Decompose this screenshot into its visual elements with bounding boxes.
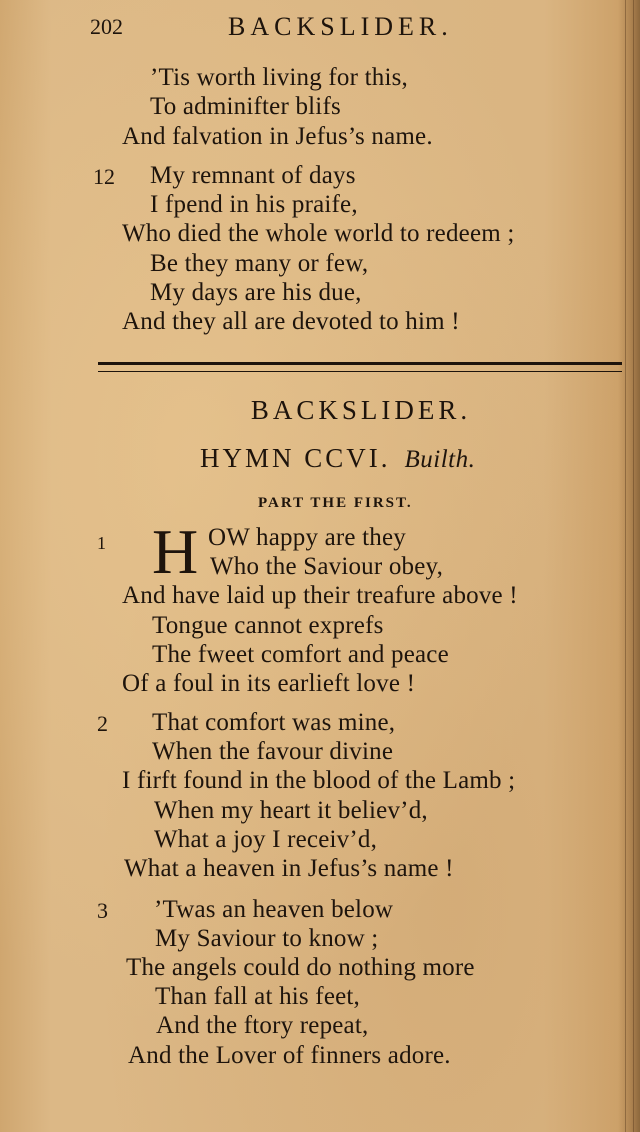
- verse-line: And have laid up their treafure above !: [122, 582, 518, 609]
- verse-line: I firft found in the blood of the Lamb ;: [122, 767, 516, 794]
- verse-line: Who the Saviour obey,: [210, 553, 444, 580]
- page-edge-shadow: [618, 0, 640, 1132]
- verse-line: ’Twas an heaven below: [154, 896, 394, 923]
- verse-line: The angels could do nothing more: [126, 954, 475, 981]
- verse-line: My remnant of days: [150, 162, 356, 189]
- verse-line: When my heart it believ’d,: [154, 797, 428, 824]
- verse-line: And falvation in Jefus’s name.: [122, 123, 433, 150]
- hymn-meter: Builth.: [404, 446, 476, 473]
- verse-line: And the ftory repeat,: [156, 1012, 369, 1039]
- verse-line: What a heaven in Jefus’s name !: [124, 855, 454, 882]
- verse-line: My Saviour to know ;: [155, 925, 379, 952]
- verse-line: Be they many or few,: [150, 250, 369, 277]
- stanza-number: 2: [97, 711, 108, 736]
- verse-line: Who died the whole world to redeem ;: [122, 220, 515, 247]
- verse-line: ’Tis worth living for this,: [150, 64, 408, 91]
- page-number: 202: [90, 14, 123, 39]
- verse-line: When the favour divine: [152, 738, 394, 765]
- verse-line: My days are his due,: [150, 279, 362, 306]
- page-edge-line: [625, 0, 626, 1132]
- verse-line: Tongue cannot exprefs: [152, 612, 384, 639]
- hymn-heading: [200, 440, 475, 478]
- verse-line: The fweet comfort and peace: [152, 641, 449, 668]
- verse-line: I fpend in his praife,: [150, 191, 358, 218]
- stanza-number: 12: [93, 164, 115, 189]
- part-heading: PART THE FIRST.: [258, 495, 413, 511]
- verse-line: And the Lover of finners adore.: [128, 1042, 451, 1069]
- verse-line: OW happy are they: [208, 524, 407, 551]
- verse-line: That comfort was mine,: [152, 709, 396, 736]
- verse-line: To adminifter blifs: [150, 93, 341, 120]
- section-rule-thin: [98, 371, 622, 372]
- drop-cap: H: [152, 516, 199, 587]
- stanza-number: 1: [97, 533, 106, 553]
- verse-line: And they all are devoted to him !: [122, 308, 460, 335]
- running-head: [0, 10, 640, 44]
- running-title: BACKSLIDER.: [228, 12, 453, 41]
- verse-line: What a joy I receiv’d,: [154, 826, 378, 853]
- section-title: BACKSLIDER.: [250, 395, 472, 425]
- stanza-number: 3: [97, 898, 108, 923]
- hymn-number: HYMN CCVI.: [200, 443, 391, 473]
- section-rule-thick: [98, 362, 622, 365]
- verse-line: Of a foul in its earlieft love !: [122, 670, 416, 697]
- page-edge-line: [633, 0, 634, 1132]
- verse-line: Than fall at his feet,: [155, 983, 361, 1010]
